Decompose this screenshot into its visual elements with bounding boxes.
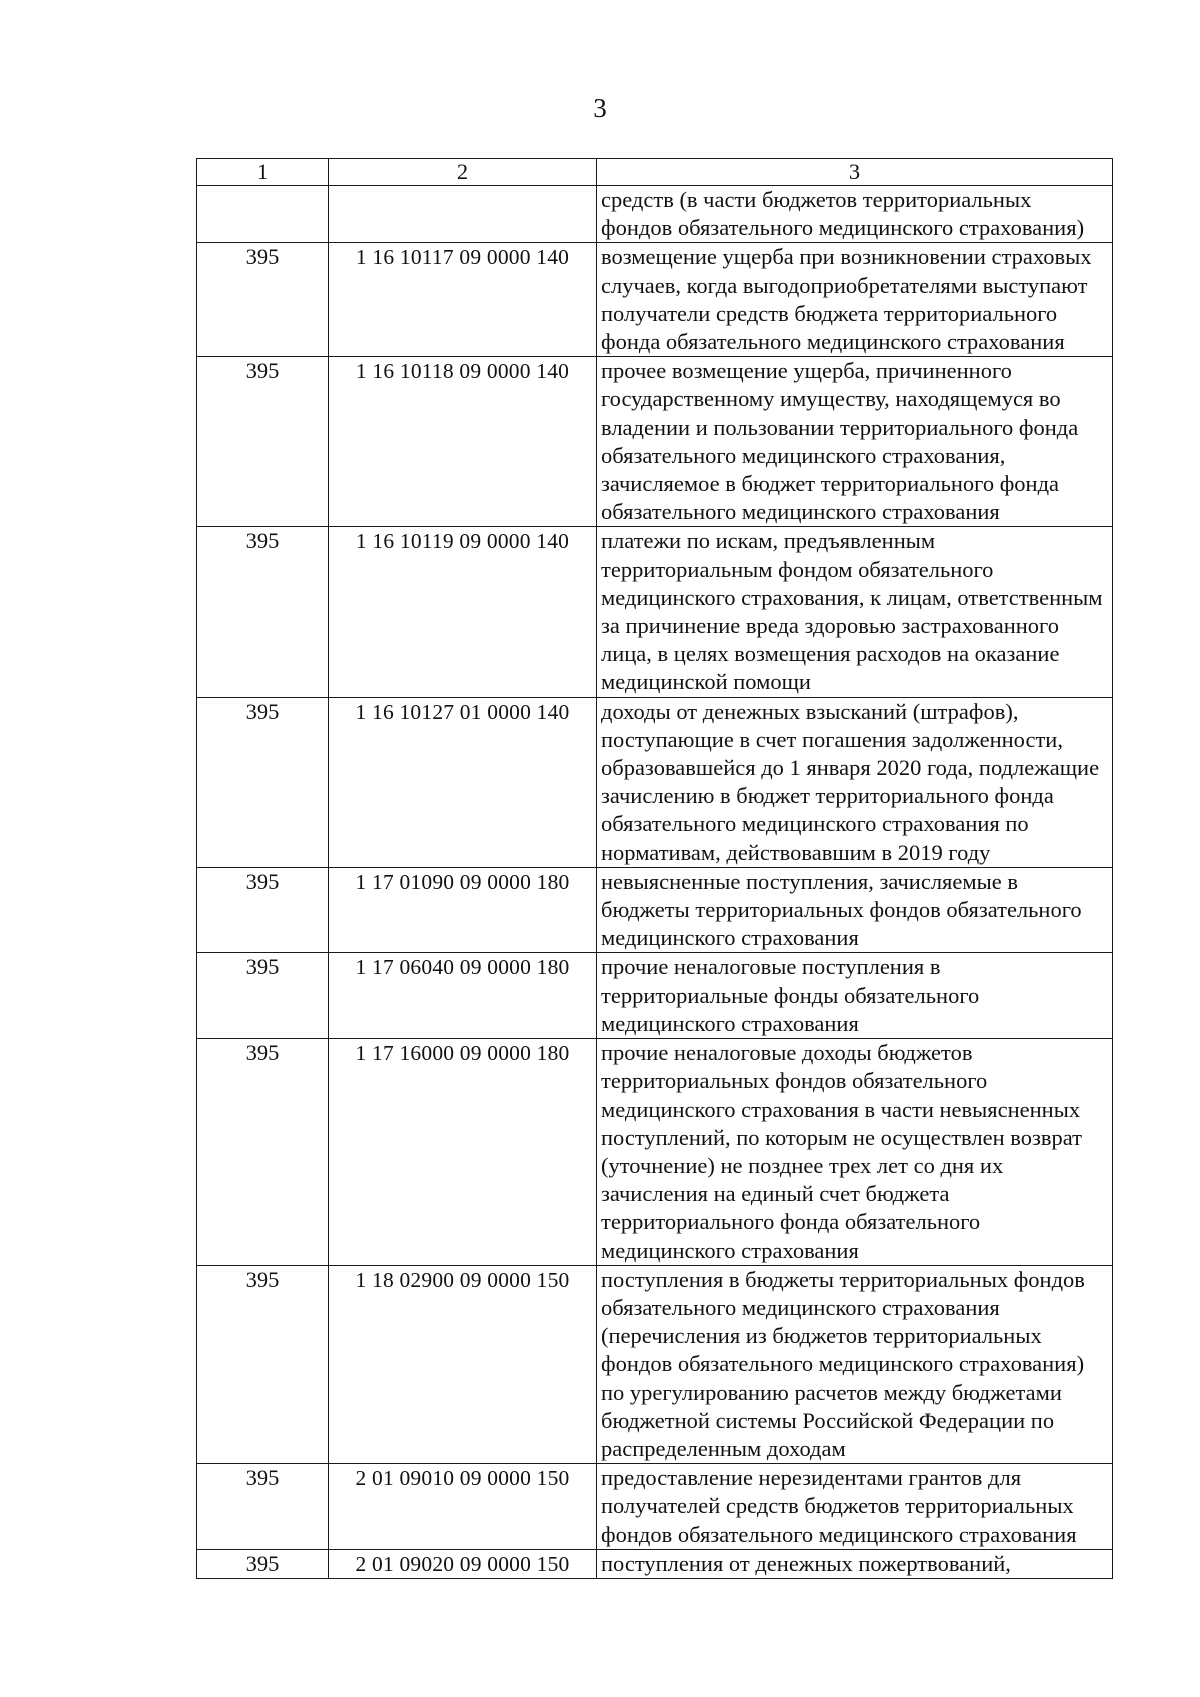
- income-code-cell: 1 16 10118 09 0000 140: [329, 357, 597, 527]
- income-code-cell: 1 16 10117 09 0000 140: [329, 243, 597, 357]
- admin-code-cell: 395: [197, 697, 329, 867]
- admin-code-cell: 395: [197, 867, 329, 953]
- table-row: [197, 527, 1113, 697]
- table-row: [197, 1039, 1113, 1266]
- table-row: [197, 953, 1113, 1039]
- income-name-cell: предоставление нерезидентами грантов для получателей средств бюджетов территориальных фондов обязательного медицинского страхования: [597, 1464, 1113, 1550]
- income-code-cell: 1 17 06040 09 0000 180: [329, 953, 597, 1039]
- income-name-cell: доходы от денежных взысканий (штрафов), поступающие в счет погашения задолженности, образовавшейся до 1 января 2020 года, подлежащие зачислению в бюджет территориального фонда обязательного медицинского страхования по нормативам, действовавшим в 2019 году: [597, 697, 1113, 867]
- income-code-cell: 2 01 09020 09 0000 150: [329, 1549, 597, 1578]
- income-code-cell: 1 17 01090 09 0000 180: [329, 867, 597, 953]
- income-name-cell: прочие неналоговые поступления в территориальные фонды обязательного медицинского страхования: [597, 953, 1113, 1039]
- income-code-cell: 1 17 16000 09 0000 180: [329, 1039, 597, 1266]
- table-header-row: [197, 159, 1113, 186]
- admin-code-cell: 395: [197, 953, 329, 1039]
- income-code-cell: 1 18 02900 09 0000 150: [329, 1265, 597, 1463]
- income-name-cell: прочие неналоговые доходы бюджетов территориальных фондов обязательного медицинского страхования в части невыясненных поступлений, по которым не осуществлен возврат (уточнение) не позднее трех лет со дня их зачисления на единый счет бюджета территориального фонда обязательного медицинского страхования: [597, 1039, 1113, 1266]
- income-name-cell: поступления от денежных пожертвований,: [597, 1549, 1113, 1578]
- admin-code-cell: 395: [197, 1464, 329, 1550]
- income-name-cell: возмещение ущерба при возникновении страховых случаев, когда выгодоприобретателями выступают получатели средств бюджета территориального фонда обязательного медицинского страхования: [597, 243, 1113, 357]
- income-code-cell: [329, 186, 597, 243]
- admin-code-cell: 395: [197, 243, 329, 357]
- admin-code-cell: 395: [197, 1549, 329, 1578]
- table-row: [197, 867, 1113, 953]
- table-row: [197, 243, 1113, 357]
- admin-code-cell: 395: [197, 527, 329, 697]
- admin-code-cell: 395: [197, 1265, 329, 1463]
- admin-code-cell: 395: [197, 357, 329, 527]
- table-row: [197, 1464, 1113, 1550]
- admin-code-cell: [197, 186, 329, 243]
- table-row: [197, 357, 1113, 527]
- income-name-cell: поступления в бюджеты территориальных фондов обязательного медицинского страхования (перечисления из бюджетов территориальных фондов обязательного медицинского страхования) по урегулированию расчетов между бюджетами бюджетной системы Российской Федерации по распределенным доходам: [597, 1265, 1113, 1463]
- income-name-cell: невыясненные поступления, зачисляемые в бюджеты территориальных фондов обязательного медицинского страхования: [597, 867, 1113, 953]
- income-code-cell: 1 16 10127 01 0000 140: [329, 697, 597, 867]
- income-name-cell: средств (в части бюджетов территориальных фондов обязательного медицинского страхования): [597, 186, 1113, 243]
- income-codes-table: [196, 158, 1113, 1579]
- income-name-cell: платежи по искам, предъявленным территориальным фондом обязательного медицинского страхования, к лицам, ответственным за причинение вреда здоровью застрахованного лица, в целях возмещения расходов на оказание медицинской помощи: [597, 527, 1113, 697]
- table-row: [197, 1265, 1113, 1463]
- income-code-cell: 2 01 09010 09 0000 150: [329, 1464, 597, 1550]
- page-number: 3: [593, 93, 607, 123]
- header-cell-3: 3: [597, 159, 1113, 186]
- table-row: [197, 697, 1113, 867]
- table-row: [197, 1549, 1113, 1578]
- header-cell-2: 2: [329, 159, 597, 186]
- header-cell-1: 1: [197, 159, 329, 186]
- income-code-cell: 1 16 10119 09 0000 140: [329, 527, 597, 697]
- table-row: [197, 186, 1113, 243]
- admin-code-cell: 395: [197, 1039, 329, 1266]
- income-name-cell: прочее возмещение ущерба, причиненного государственному имуществу, находящемуся во владении и пользовании территориального фонда обязательного медицинского страхования, зачисляемое в бюджет территориального фонда обязательного медицинского страхования: [597, 357, 1113, 527]
